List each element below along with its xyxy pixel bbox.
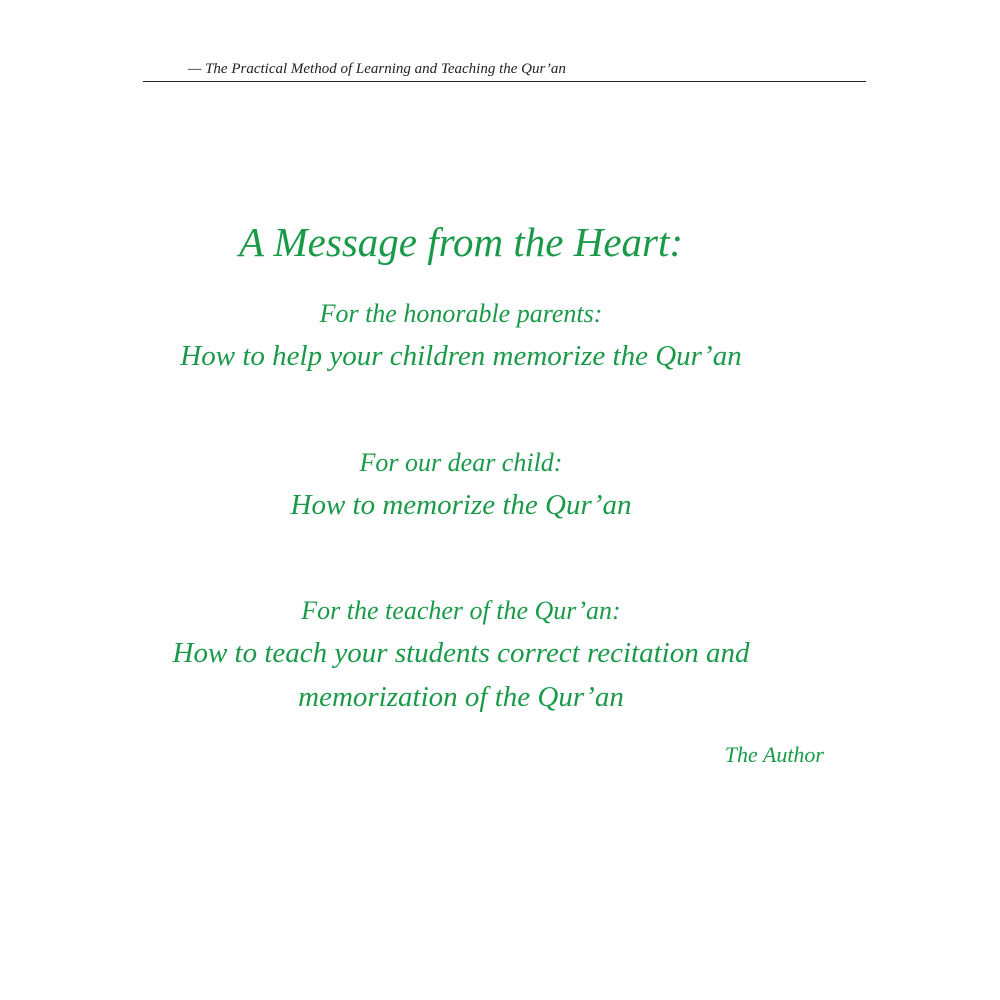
page-title: A Message from the Heart:	[238, 219, 684, 265]
section-addressee: For our dear child:	[359, 448, 563, 477]
section-advice-line: How to help your children memorize the Qur’an	[180, 340, 742, 372]
section-addressee: For the teacher of the Qur’an:	[301, 596, 621, 625]
message-section-teacher	[0, 591, 922, 719]
section-advice-line: How to memorize the Qur’an	[290, 489, 632, 521]
running-header-title: — The Practical Method of Learning and Teaching the Qur’an	[188, 61, 566, 77]
section-advice-line: How to teach your students correct recitation and	[172, 637, 750, 669]
message-section-parents	[0, 294, 922, 378]
author-signature: The Author	[724, 742, 824, 767]
section-advice-line: memorization of the Qur’an	[298, 681, 624, 713]
message-section-child	[0, 443, 922, 527]
running-header	[143, 55, 866, 82]
section-addressee: For the honorable parents:	[319, 299, 603, 328]
